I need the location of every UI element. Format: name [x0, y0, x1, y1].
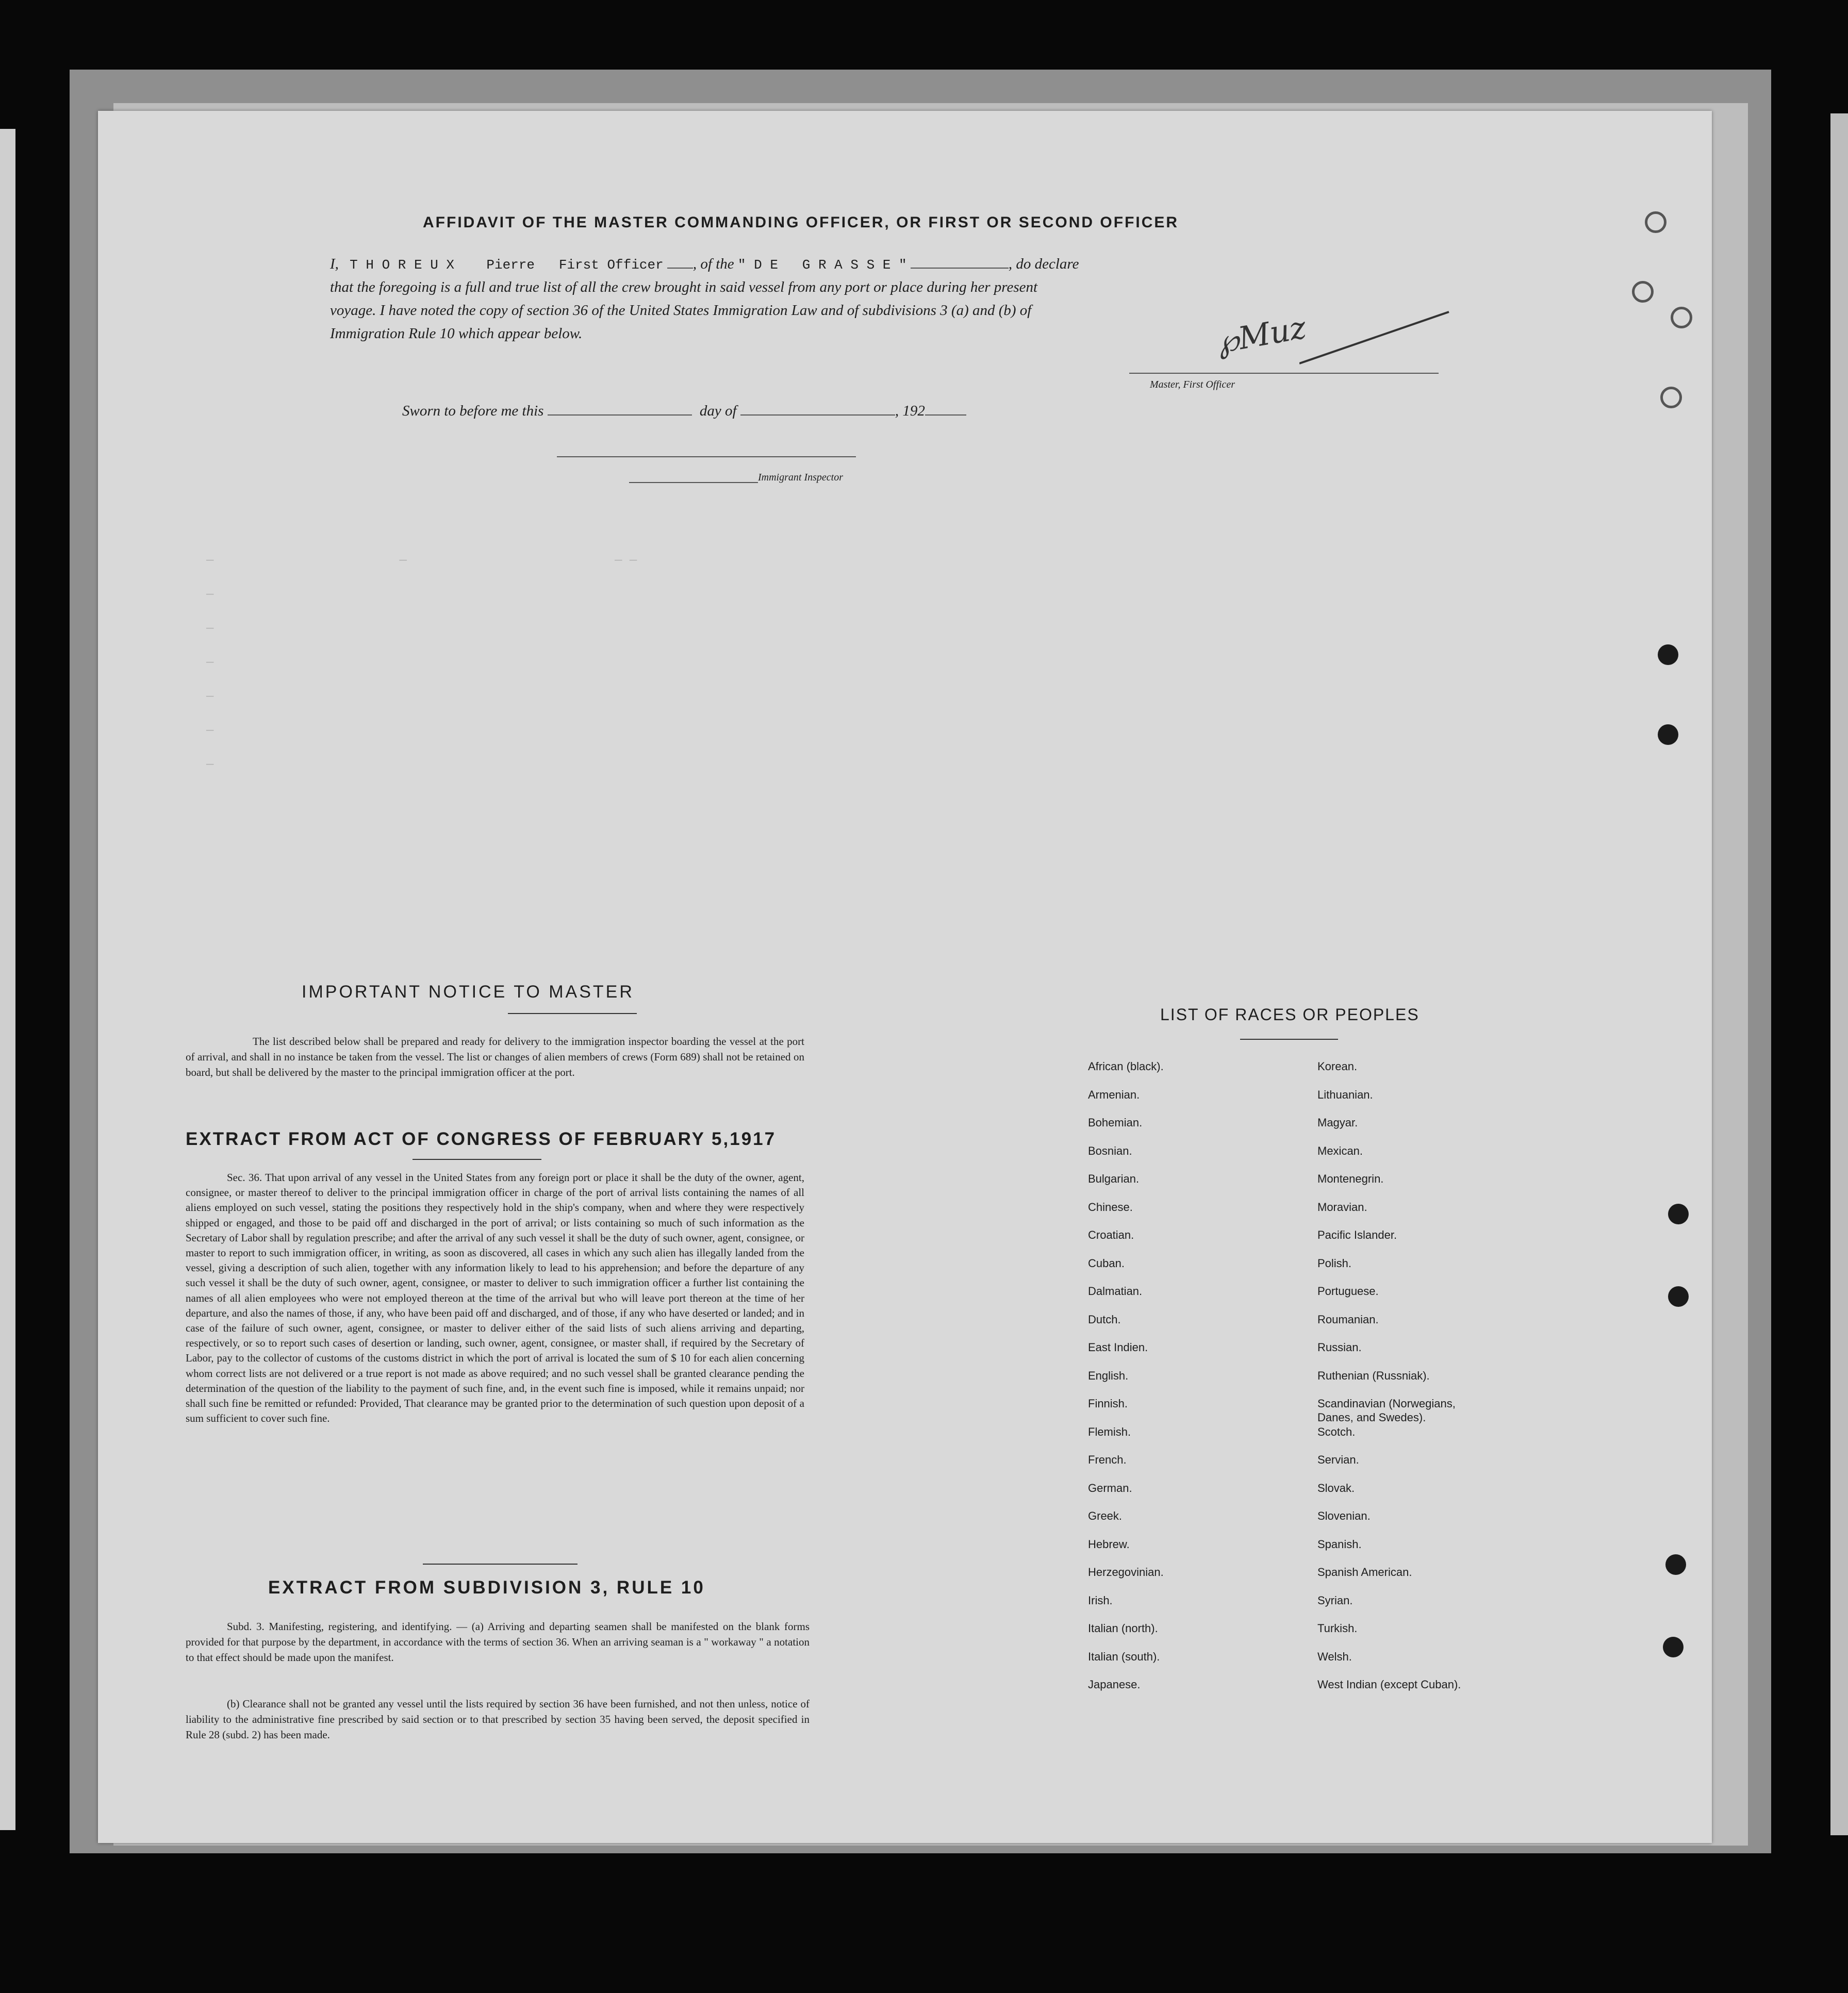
race-item: Roumanian.	[1317, 1313, 1379, 1326]
race-item: Herzegovinian.	[1088, 1566, 1164, 1579]
race-item: African (black).	[1088, 1060, 1164, 1073]
punch-hole-icon	[1660, 387, 1682, 408]
race-item: Finnish.	[1088, 1397, 1128, 1410]
race-item: Slovenian.	[1317, 1509, 1371, 1522]
race-item: English.	[1088, 1369, 1129, 1382]
race-item: Japanese.	[1088, 1678, 1141, 1691]
race-item: Polish.	[1317, 1256, 1352, 1270]
inspector-line-lower	[629, 482, 758, 483]
bleed-through-marks: — — — — — — — — — —	[206, 554, 637, 772]
signature-stroke	[1299, 307, 1454, 369]
notice-text: The list described below shall be prepared and ready for delivery to the immigration inspector boarding the vessel at the port of arrival, and shall in no instance be taken from the vessel. The list or changes of alien members of crews (Form 689) shall not be retained on board, but shall be delivered by the master to the principal immigration officer at the port.	[186, 1035, 804, 1078]
affidavit-do-declare: , do declare	[1008, 256, 1079, 272]
inspector-line-upper	[557, 456, 856, 457]
race-item: Lithuanian.	[1317, 1088, 1373, 1101]
signature-line	[1129, 373, 1439, 374]
race-item: Bosnian.	[1088, 1144, 1132, 1157]
affidavit-line-2: that the foregoing is a full and true list of all the crew brought in said vessel from any port or place during her present	[330, 279, 1038, 295]
race-item: Turkish.	[1317, 1622, 1358, 1635]
rule-separator	[423, 1564, 578, 1565]
punch-hole-icon	[1645, 211, 1666, 233]
affidavit-line-1	[330, 253, 1079, 277]
punch-hole-icon	[1665, 1554, 1686, 1575]
race-item: Russian.	[1317, 1341, 1362, 1354]
race-item: Greek.	[1088, 1509, 1123, 1522]
race-item: Magyar.	[1317, 1116, 1358, 1129]
race-item: Croatian.	[1088, 1228, 1134, 1241]
affidavit-line-4: Immigration Rule 10 which appear below.	[330, 325, 583, 342]
blank-line	[548, 401, 692, 416]
race-item: Ruthenian (Russniak).	[1317, 1369, 1430, 1382]
race-item: French.	[1088, 1453, 1127, 1466]
act-title-underline	[412, 1159, 541, 1160]
rule-extract-text-a: Subd. 3. Manifesting, registering, and identifying. — (a) Arriving and departing seamen shall be manifested on the blank forms provided for that purpose by the department, in accordance with the terms of section 36. When an arriving seaman is a " workaway " a notation to that effect should be made upon the manifest.	[186, 1620, 810, 1664]
race-item: Scotch.	[1317, 1425, 1356, 1438]
officer-name-field: T H O R E U X Pierre First Officer	[350, 257, 664, 273]
race-item: Portuguese.	[1317, 1285, 1379, 1298]
race-item: Hebrew.	[1088, 1537, 1130, 1551]
race-item: Montenegrin.	[1317, 1172, 1384, 1185]
notice-title-underline	[508, 1013, 637, 1014]
rule-extract-text-b: (b) Clearance shall not be granted any vessel until the lists required by section 36 have been furnished, and not then unless, notice of liability to the administrative fine prescribed by said section or to that prescribed by section 35 having been served, the deposit specified in Rule 28 (subd. 2) has been made.	[186, 1698, 810, 1741]
blank-line	[740, 401, 895, 416]
punch-hole-icon	[1668, 1204, 1689, 1224]
blank-line	[667, 254, 693, 269]
race-item: Italian (south).	[1088, 1650, 1160, 1663]
punch-hole-icon	[1668, 1286, 1689, 1307]
race-item: Welsh.	[1317, 1650, 1352, 1663]
race-item: Moravian.	[1317, 1200, 1367, 1214]
vessel-name-field: " D E G R A S S E "	[737, 257, 907, 273]
race-item: Chinese.	[1088, 1200, 1133, 1214]
race-item: Irish.	[1088, 1593, 1113, 1607]
signature-caption: Master, First Officer	[1150, 379, 1235, 390]
race-item: Italian (north).	[1088, 1622, 1158, 1635]
manifest-page	[98, 111, 1712, 1843]
race-item: Bulgarian.	[1088, 1172, 1140, 1185]
act-extract-title: EXTRACT FROM ACT OF CONGRESS OF FEBRUARY 5,1917	[186, 1129, 777, 1149]
rule-extract-title: EXTRACT FROM SUBDIVISION 3, RULE 10	[268, 1577, 705, 1598]
race-item: Bohemian.	[1088, 1116, 1143, 1129]
race-item: Armenian.	[1088, 1088, 1140, 1101]
punch-hole-icon	[1663, 1637, 1684, 1657]
year-label: , 192	[895, 403, 925, 419]
day-of-label: day of	[699, 403, 737, 419]
race-item: East Indien.	[1088, 1341, 1148, 1354]
race-item: Dalmatian.	[1088, 1285, 1143, 1298]
race-item: West Indian (except Cuban).	[1317, 1678, 1461, 1691]
affidavit-line-3: voyage. I have noted the copy of section 36 of the United States Immigration Law and of subdivisions 3 (a) and (b) of	[330, 302, 1032, 319]
punch-hole-icon	[1671, 307, 1692, 328]
race-item: Cuban.	[1088, 1256, 1125, 1270]
race-item: Flemish.	[1088, 1425, 1131, 1438]
blank-line	[925, 401, 966, 416]
punch-hole-icon	[1632, 281, 1654, 303]
inspector-caption: Immigrant Inspector	[758, 472, 843, 483]
race-item: Pacific Islander.	[1317, 1228, 1397, 1241]
sworn-label: Sworn to before me this	[402, 403, 544, 419]
punch-hole-icon	[1658, 644, 1678, 665]
race-item: Dutch.	[1088, 1313, 1121, 1326]
races-title-underline	[1240, 1039, 1338, 1040]
race-item: Scandinavian (Norwegians, Danes, and Swedes).	[1317, 1397, 1456, 1424]
race-item: German.	[1088, 1481, 1132, 1494]
blank-line	[911, 254, 1009, 269]
race-item: Servian.	[1317, 1453, 1359, 1466]
officer-signature: ℘Muz	[1214, 309, 1309, 361]
act-extract-text: Sec. 36. That upon arrival of any vessel in the United States from any foreign port or place it shall be the duty of the owner, agent, consignee, or master thereof to deliver to the principal immigration officer in charge of the port of arrival lists containing the names of all aliens employed on such vessel, stating the positions they respectively hold in the ship's company, when and where they were respectively shipped or engaged, and those to be paid off and discharged in the port of arrival; or lists containing so much of such information as the Secretary of Labor shall by regulation prescribe; and after the arrival of any such vessel it shall be the duty of such owner, agent, consignee, or master to report to such immigration officer, in writing, as soon as discovered, all cases in which any such alien has illegally landed from the vessel, giving a description of such alien, together with any information likely to lead to his apprehension; and before the departure of any such vessel it shall be the duty of such owner, agent, consignee, or master to deliver to such immigration officer a further list containing the names of all alien employees who were not employed thereon at the time of the arrival but who will leave port thereon at the time of her departure, and also the names of those, if any, who have been paid off and discharged, and of those, if any who have deserted or landed; and in case of the failure of such owner, agent, consignee, or master to deliver either of the said lists of such aliens arriving and departing, respectively, or so to report such cases of desertion or landing, such owner, agent, consignee, or master shall, if required by the Secretary of Labor, pay to the collector of customs of the customs district in which the port of arrival is located the sum of $ 10 for each alien concerning whom correct lists are not delivered or a true report is not made as above required; and no such vessel shall be granted clearance pending the determination of the question of the liability to the payment of such fine, and, in the event such fine is imposed, while it remains unpaid; nor shall such fine be remitted or refunded: Provided, That clearance may be granted prior to the determination of such question upon deposit of a sum sufficient to cover such fine.	[186, 1171, 804, 1425]
sworn-line	[402, 400, 966, 423]
affidavit-title: AFFIDAVIT OF THE MASTER COMMANDING OFFICER, OR FIRST OR SECOND OFFICER	[423, 214, 1179, 231]
race-item: Korean.	[1317, 1060, 1358, 1073]
race-item: Slovak.	[1317, 1481, 1355, 1494]
notice-title: IMPORTANT NOTICE TO MASTER	[302, 982, 634, 1002]
race-item: Mexican.	[1317, 1144, 1363, 1157]
affidavit-of-the: , of the	[692, 256, 734, 272]
races-title: LIST OF RACES OR PEOPLES	[1160, 1005, 1420, 1024]
affidavit-i-label: I,	[330, 256, 339, 272]
punch-hole-icon	[1658, 724, 1678, 745]
race-item: Spanish American.	[1317, 1566, 1412, 1579]
races-right-column	[1317, 1059, 1565, 1706]
film-edge-left	[0, 129, 15, 1830]
races-left-column	[1088, 1059, 1305, 1706]
race-item: Syrian.	[1317, 1593, 1353, 1607]
race-item: Spanish.	[1317, 1537, 1362, 1551]
film-edge-right	[1830, 113, 1848, 1835]
